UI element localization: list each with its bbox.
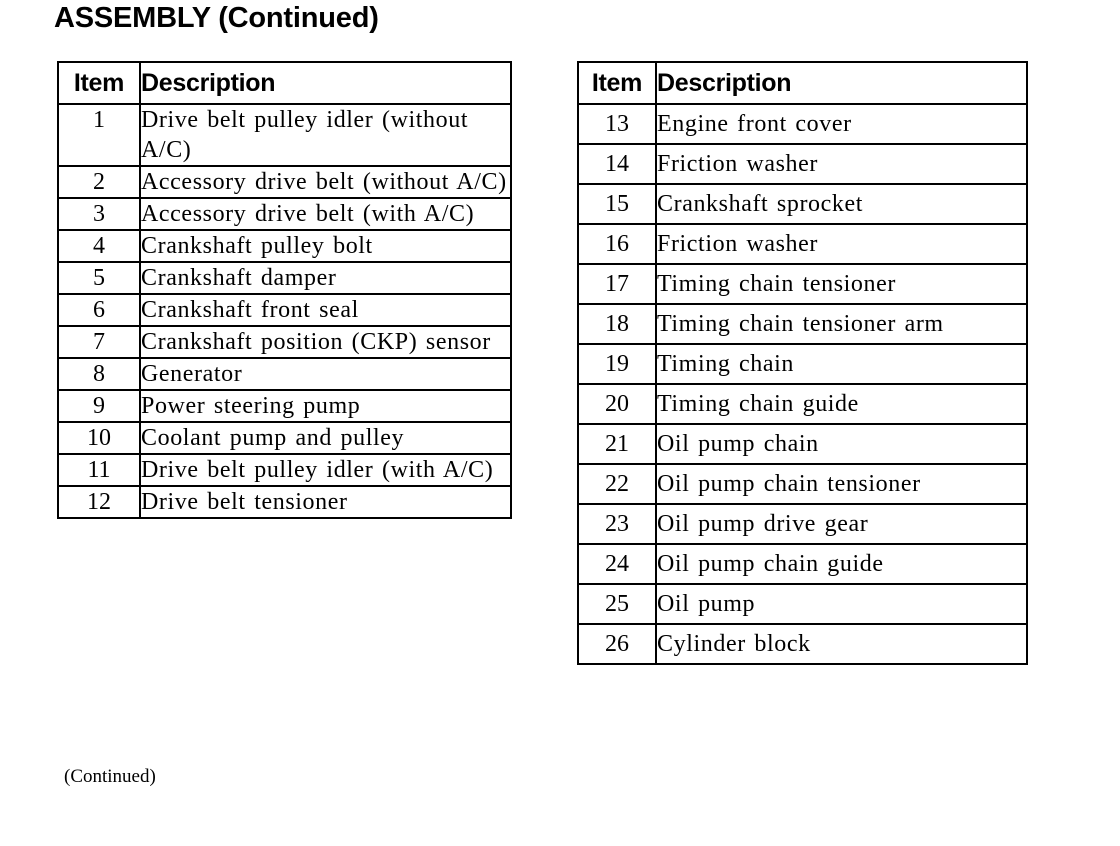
table-row bbox=[578, 264, 1027, 304]
parts-table-left bbox=[57, 61, 512, 519]
item-description: Power steering pump bbox=[140, 390, 511, 422]
table-row bbox=[578, 464, 1027, 504]
item-number: 20 bbox=[578, 384, 656, 424]
item-description: Crankshaft damper bbox=[140, 262, 511, 294]
column-header-item: Item bbox=[58, 62, 140, 104]
item-description: Drive belt pulley idler (with A/C) bbox=[140, 454, 511, 486]
item-number: 10 bbox=[58, 422, 140, 454]
item-description: Accessory drive belt (without A/C) bbox=[140, 166, 511, 198]
item-description: Generator bbox=[140, 358, 511, 390]
item-number: 7 bbox=[58, 326, 140, 358]
item-number: 4 bbox=[58, 230, 140, 262]
item-number: 25 bbox=[578, 584, 656, 624]
item-number: 6 bbox=[58, 294, 140, 326]
item-description: Timing chain tensioner bbox=[656, 264, 1027, 304]
item-number: 14 bbox=[578, 144, 656, 184]
item-description: Coolant pump and pulley bbox=[140, 422, 511, 454]
item-description: Engine front cover bbox=[656, 104, 1027, 144]
item-description: Oil pump chain tensioner bbox=[656, 464, 1027, 504]
item-number: 16 bbox=[578, 224, 656, 264]
item-description: Timing chain bbox=[656, 344, 1027, 384]
item-description: Timing chain guide bbox=[656, 384, 1027, 424]
table-row bbox=[58, 454, 511, 486]
page-title: ASSEMBLY (Continued) bbox=[54, 2, 379, 34]
item-number: 2 bbox=[58, 166, 140, 198]
table-row bbox=[58, 198, 511, 230]
item-number: 24 bbox=[578, 544, 656, 584]
table-row bbox=[578, 304, 1027, 344]
item-number: 1 bbox=[58, 104, 140, 166]
item-number: 5 bbox=[58, 262, 140, 294]
table-row bbox=[58, 262, 511, 294]
table-row bbox=[58, 104, 511, 166]
table-row bbox=[58, 358, 511, 390]
item-number: 11 bbox=[58, 454, 140, 486]
item-description: Drive belt tensioner bbox=[140, 486, 511, 518]
table-row bbox=[58, 422, 511, 454]
column-header-description: Description bbox=[140, 62, 511, 104]
parts-table-right bbox=[577, 61, 1028, 665]
table-row bbox=[578, 424, 1027, 464]
column-header-item: Item bbox=[578, 62, 656, 104]
item-description: Oil pump chain guide bbox=[656, 544, 1027, 584]
item-description: Crankshaft sprocket bbox=[656, 184, 1027, 224]
item-number: 9 bbox=[58, 390, 140, 422]
item-description: Timing chain tensioner arm bbox=[656, 304, 1027, 344]
item-number: 18 bbox=[578, 304, 656, 344]
column-header-description: Description bbox=[656, 62, 1027, 104]
table-header-row bbox=[578, 62, 1027, 104]
item-number: 22 bbox=[578, 464, 656, 504]
table-row bbox=[578, 184, 1027, 224]
table-row bbox=[58, 390, 511, 422]
item-description: Accessory drive belt (with A/C) bbox=[140, 198, 511, 230]
item-description: Crankshaft front seal bbox=[140, 294, 511, 326]
item-number: 17 bbox=[578, 264, 656, 304]
table-row bbox=[578, 224, 1027, 264]
table-row bbox=[578, 544, 1027, 584]
table-row bbox=[578, 104, 1027, 144]
table-row bbox=[578, 584, 1027, 624]
table-row bbox=[578, 144, 1027, 184]
table-row bbox=[58, 230, 511, 262]
item-number: 26 bbox=[578, 624, 656, 664]
table-header-row bbox=[58, 62, 511, 104]
table-row bbox=[58, 326, 511, 358]
item-description: Friction washer bbox=[656, 224, 1027, 264]
item-number: 15 bbox=[578, 184, 656, 224]
item-description: Crankshaft position (CKP) sensor bbox=[140, 326, 511, 358]
table-row bbox=[58, 294, 511, 326]
item-number: 19 bbox=[578, 344, 656, 384]
table-row bbox=[58, 486, 511, 518]
item-description: Oil pump drive gear bbox=[656, 504, 1027, 544]
table-row bbox=[578, 344, 1027, 384]
item-number: 23 bbox=[578, 504, 656, 544]
item-description: Friction washer bbox=[656, 144, 1027, 184]
table-row bbox=[578, 624, 1027, 664]
continued-note: (Continued) bbox=[64, 766, 156, 787]
item-number: 12 bbox=[58, 486, 140, 518]
item-description: Oil pump chain bbox=[656, 424, 1027, 464]
item-description: Crankshaft pulley bolt bbox=[140, 230, 511, 262]
item-number: 13 bbox=[578, 104, 656, 144]
item-description: Drive belt pulley idler (without A/C) bbox=[140, 104, 511, 166]
item-number: 21 bbox=[578, 424, 656, 464]
item-number: 8 bbox=[58, 358, 140, 390]
table-row bbox=[58, 166, 511, 198]
table-row bbox=[578, 504, 1027, 544]
item-description: Oil pump bbox=[656, 584, 1027, 624]
table-row bbox=[578, 384, 1027, 424]
item-description: Cylinder block bbox=[656, 624, 1027, 664]
item-number: 3 bbox=[58, 198, 140, 230]
